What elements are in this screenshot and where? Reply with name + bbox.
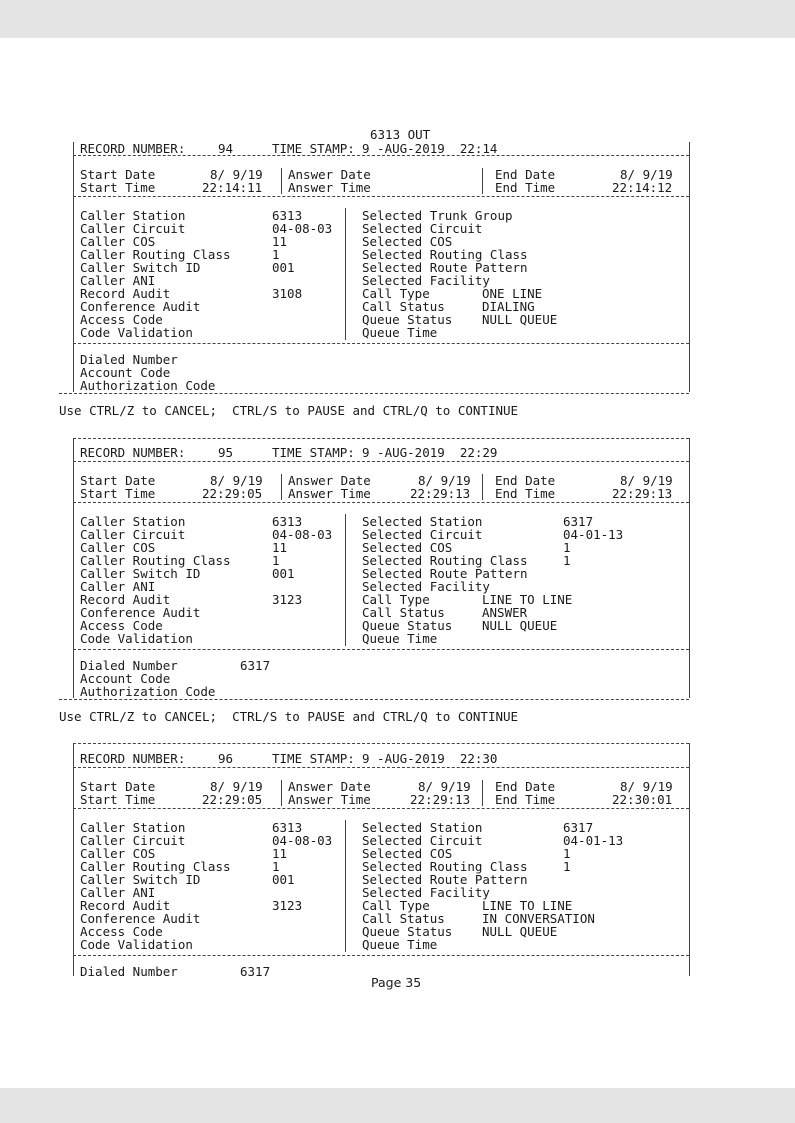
code-validation-label: Code Validation: [80, 631, 193, 646]
ctrl-message: Use CTRL/Z to CANCEL; CTRL/S to PAUSE and CTRL/Q to CONTINUE: [59, 403, 519, 418]
conference-audit-label: Conference Audit: [80, 605, 201, 620]
caller-routing-class-label: Caller Routing Class: [80, 247, 231, 262]
caller-station-label: Caller Station: [80, 208, 186, 223]
record-number: 95: [218, 445, 234, 460]
time-stamp-label: TIME STAMP:: [272, 751, 355, 766]
caller-switch-id-label: Caller Switch ID: [80, 566, 201, 581]
caller-switch-id: 001: [272, 872, 295, 887]
selected-station: 6317: [563, 820, 594, 835]
divider: [59, 699, 689, 700]
divider: [73, 343, 689, 344]
answer-date-label: Answer Date: [288, 167, 371, 182]
caller-switch-id: 001: [272, 260, 295, 275]
page-number: Page 35: [371, 975, 422, 990]
left-border: [73, 438, 74, 698]
end-date: 8/ 9/19: [620, 779, 673, 794]
queue-status: NULL QUEUE: [482, 312, 558, 327]
caller-cos-label: Caller COS: [80, 540, 156, 555]
caller-ani-label: Caller ANI: [80, 273, 156, 288]
caller-routing-class-label: Caller Routing Class: [80, 553, 231, 568]
dialed-number-label: Dialed Number: [80, 964, 178, 979]
record-audit-label: Record Audit: [80, 898, 171, 913]
selected-routing-class: 1: [563, 859, 571, 874]
selected-route-pattern-label: Selected Route Pattern: [362, 260, 528, 275]
col-divider: [345, 820, 346, 952]
end-date: 8/ 9/19: [620, 167, 673, 182]
end-time: 22:14:12: [612, 180, 673, 195]
selected-routing-class-label: Selected Routing Class: [362, 859, 528, 874]
dialed-number-label: Dialed Number: [80, 352, 178, 367]
divider: [73, 955, 689, 956]
selected-circuit-label: Selected Circuit: [362, 527, 483, 542]
answer-date-label: Answer Date: [288, 473, 371, 488]
end-time: 22:29:13: [612, 486, 673, 501]
selected-cos: 1: [563, 540, 571, 555]
queue-time-label: Queue Time: [362, 937, 438, 952]
caller-routing-class: 1: [272, 859, 280, 874]
divider: [73, 438, 689, 439]
caller-station: 6313: [272, 514, 303, 529]
account-code-label: Account Code: [80, 365, 171, 380]
col-divider: [482, 474, 483, 500]
access-code-label: Access Code: [80, 618, 163, 633]
record-number: 94: [218, 141, 234, 156]
divider: [73, 743, 689, 744]
divider: [73, 808, 689, 809]
queue-status: NULL QUEUE: [482, 618, 558, 633]
start-time: 22:29:05: [202, 792, 263, 807]
selected-routing-class-label: Selected Routing Class: [362, 247, 528, 262]
record-audit-label: Record Audit: [80, 592, 171, 607]
answer-time-label: Answer Time: [288, 180, 371, 195]
answer-time: 22:29:13: [410, 486, 471, 501]
col-divider: [281, 168, 282, 194]
authorization-code-label: Authorization Code: [80, 378, 216, 393]
selected-routing-class-label: Selected Routing Class: [362, 553, 528, 568]
caller-cos-label: Caller COS: [80, 846, 156, 861]
authorization-code-label: Authorization Code: [80, 684, 216, 699]
access-code-label: Access Code: [80, 924, 163, 939]
selected-routing-class: 1: [563, 553, 571, 568]
conference-audit-label: Conference Audit: [80, 911, 201, 926]
divider: [73, 767, 689, 768]
col-divider: [345, 514, 346, 646]
call-type: LINE TO LINE: [482, 592, 573, 607]
call-status-label: Call Status: [362, 911, 445, 926]
answer-time: 22:29:13: [410, 792, 471, 807]
answer-date: 8/ 9/19: [418, 473, 471, 488]
time-stamp-label: TIME STAMP:: [272, 141, 355, 156]
col-divider: [281, 474, 282, 500]
left-border: [73, 142, 74, 392]
conference-audit-label: Conference Audit: [80, 299, 201, 314]
start-time: 22:14:11: [202, 180, 263, 195]
selected-route-pattern-label: Selected Route Pattern: [362, 872, 528, 887]
selected-cos: 1: [563, 846, 571, 861]
caller-circuit-label: Caller Circuit: [80, 527, 186, 542]
start-time-label: Start Time: [80, 486, 156, 501]
divider: [59, 393, 689, 394]
scan-top-band: [0, 0, 795, 38]
selected-circuit: 04-01-13: [563, 833, 624, 848]
queue-time-label: Queue Time: [362, 325, 438, 340]
call-status-label: Call Status: [362, 299, 445, 314]
queue-status: NULL QUEUE: [482, 924, 558, 939]
caller-switch-id-label: Caller Switch ID: [80, 872, 201, 887]
start-date-label: Start Date: [80, 779, 156, 794]
record-number-label: RECORD NUMBER:: [80, 445, 186, 460]
divider: [73, 649, 689, 650]
caller-station: 6313: [272, 208, 303, 223]
call-status: ANSWER: [482, 605, 528, 620]
selected-cos-label: Selected COS: [362, 846, 453, 861]
answer-date-label: Answer Date: [288, 779, 371, 794]
col-divider: [482, 168, 483, 194]
caller-routing-class: 1: [272, 247, 280, 262]
col-divider: [281, 780, 282, 806]
record-number-label: RECORD NUMBER:: [80, 751, 186, 766]
end-date-label: End Date: [495, 779, 556, 794]
caller-routing-class: 1: [272, 553, 280, 568]
code-validation-label: Code Validation: [80, 325, 193, 340]
divider: [73, 196, 689, 197]
call-status: DIALING: [482, 299, 535, 314]
caller-circuit: 04-08-03: [272, 833, 333, 848]
caller-routing-class-label: Caller Routing Class: [80, 859, 231, 874]
caller-station-label: Caller Station: [80, 514, 186, 529]
account-code-label: Account Code: [80, 671, 171, 686]
caller-circuit: 04-08-03: [272, 527, 333, 542]
selected-circuit-label: Selected Circuit: [362, 221, 483, 236]
time-stamp: 9 -AUG-2019 22:29: [362, 445, 498, 460]
record-audit: 3123: [272, 898, 303, 913]
call-type-label: Call Type: [362, 592, 430, 607]
caller-ani-label: Caller ANI: [80, 579, 156, 594]
record-audit-label: Record Audit: [80, 286, 171, 301]
caller-station: 6313: [272, 820, 303, 835]
start-date: 8/ 9/19: [210, 779, 263, 794]
time-stamp: 9 -AUG-2019 22:14: [362, 141, 498, 156]
answer-time-label: Answer Time: [288, 486, 371, 501]
end-time: 22:30:01: [612, 792, 673, 807]
call-type: ONE LINE: [482, 286, 543, 301]
caller-station-label: Caller Station: [80, 820, 186, 835]
scan-bottom-band: [0, 1088, 795, 1123]
selected-cos-label: Selected COS: [362, 234, 453, 249]
selected-circuit-label: Selected Circuit: [362, 833, 483, 848]
left-border: [73, 743, 74, 976]
dialed-number: 6317: [240, 964, 271, 979]
caller-cos: 11: [272, 540, 288, 555]
selected-facility-label: Selected Facility: [362, 273, 490, 288]
end-time-label: End Time: [495, 792, 556, 807]
access-code-label: Access Code: [80, 312, 163, 327]
queue-status-label: Queue Status: [362, 924, 453, 939]
end-time-label: End Time: [495, 180, 556, 195]
col-divider: [482, 780, 483, 806]
start-date-label: Start Date: [80, 473, 156, 488]
col-divider: [345, 208, 346, 340]
end-time-label: End Time: [495, 486, 556, 501]
selected-circuit: 04-01-13: [563, 527, 624, 542]
caller-ani-label: Caller ANI: [80, 885, 156, 900]
start-time-label: Start Time: [80, 180, 156, 195]
end-date: 8/ 9/19: [620, 473, 673, 488]
ctrl-message: Use CTRL/Z to CANCEL; CTRL/S to PAUSE and CTRL/Q to CONTINUE: [59, 709, 519, 724]
call-status: IN CONVERSATION: [482, 911, 595, 926]
queue-status-label: Queue Status: [362, 312, 453, 327]
caller-switch-id-label: Caller Switch ID: [80, 260, 201, 275]
record-number-label: RECORD NUMBER:: [80, 141, 186, 156]
caller-cos-label: Caller COS: [80, 234, 156, 249]
record-number: 96: [218, 751, 234, 766]
caller-circuit-label: Caller Circuit: [80, 221, 186, 236]
divider: [73, 502, 689, 503]
start-time-label: Start Time: [80, 792, 156, 807]
selected-route-pattern-label: Selected Route Pattern: [362, 566, 528, 581]
selected-station: 6317: [563, 514, 594, 529]
selected-station-label: Selected Station: [362, 514, 483, 529]
answer-time-label: Answer Time: [288, 792, 371, 807]
call-type-label: Call Type: [362, 898, 430, 913]
selected-trunk-group-label: Selected Trunk Group: [362, 208, 513, 223]
queue-status-label: Queue Status: [362, 618, 453, 633]
report-header: 6313 OUT: [370, 127, 431, 142]
caller-cos: 11: [272, 846, 288, 861]
record-audit: 3123: [272, 592, 303, 607]
start-date-label: Start Date: [80, 167, 156, 182]
start-date: 8/ 9/19: [210, 167, 263, 182]
selected-facility-label: Selected Facility: [362, 885, 490, 900]
right-border: [689, 438, 690, 698]
divider: [73, 461, 689, 462]
call-type-label: Call Type: [362, 286, 430, 301]
caller-switch-id: 001: [272, 566, 295, 581]
call-status-label: Call Status: [362, 605, 445, 620]
answer-date: 8/ 9/19: [418, 779, 471, 794]
start-date: 8/ 9/19: [210, 473, 263, 488]
selected-facility-label: Selected Facility: [362, 579, 490, 594]
dialed-number: 6317: [240, 658, 271, 673]
right-border: [689, 142, 690, 392]
queue-time-label: Queue Time: [362, 631, 438, 646]
end-date-label: End Date: [495, 473, 556, 488]
end-date-label: End Date: [495, 167, 556, 182]
dialed-number-label: Dialed Number: [80, 658, 178, 673]
right-border: [689, 743, 690, 976]
code-validation-label: Code Validation: [80, 937, 193, 952]
caller-circuit-label: Caller Circuit: [80, 833, 186, 848]
time-stamp: 9 -AUG-2019 22:30: [362, 751, 498, 766]
selected-cos-label: Selected COS: [362, 540, 453, 555]
selected-station-label: Selected Station: [362, 820, 483, 835]
start-time: 22:29:05: [202, 486, 263, 501]
caller-cos: 11: [272, 234, 288, 249]
record-audit: 3108: [272, 286, 303, 301]
call-type: LINE TO LINE: [482, 898, 573, 913]
caller-circuit: 04-08-03: [272, 221, 333, 236]
time-stamp-label: TIME STAMP:: [272, 445, 355, 460]
